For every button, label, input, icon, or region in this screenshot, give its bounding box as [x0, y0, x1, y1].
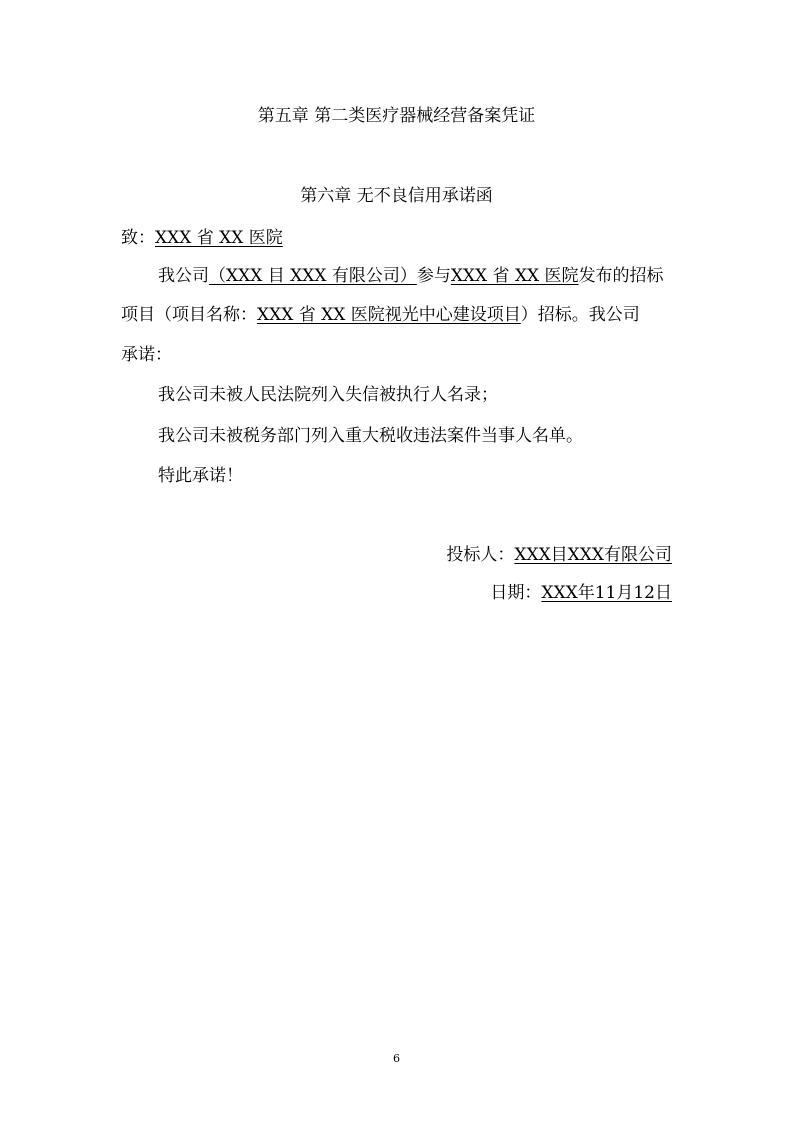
chapter6-title: 第六章 无不良信用承诺函: [300, 186, 493, 206]
text-segment: 参与: [416, 266, 451, 286]
salutation-prefix: 致：: [121, 228, 155, 248]
salutation: [121, 226, 283, 250]
chapter5-title: 第五章 第二类医疗器械经营备案凭证: [257, 106, 536, 126]
paragraph1-line2: [121, 303, 640, 327]
date-line: [490, 581, 672, 605]
text-segment: ）招标。我公司: [520, 305, 640, 325]
project-name: XXX 省 XX 医院视光中心建设项目: [257, 305, 521, 325]
recipient-name: XXX 省 XX 医院: [155, 228, 283, 248]
page-number: 6: [393, 1052, 400, 1065]
paragraph1-line3: 承诺：: [121, 345, 172, 365]
text-segment: 我公司: [158, 266, 209, 286]
text-segment: 项目（项目名称：: [121, 305, 257, 325]
company-name: （XXX 目 XXX 有限公司）: [209, 266, 417, 286]
date-label: 日期：: [490, 583, 542, 603]
commitment-item: 我公司未被税务部门列入重大税收违法案件当事人名单。: [158, 426, 583, 446]
hospital-name: XXX 省 XX 医院: [450, 266, 579, 286]
bidder-line: [446, 543, 672, 567]
bidder-label: 投标人：: [446, 545, 515, 565]
text-segment: 发布的招标: [578, 266, 664, 286]
closing-statement: 特此承诺！: [158, 466, 243, 486]
paragraph1-line1: [158, 264, 664, 288]
commitment-item: 我公司未被人民法院列入失信被执行人名录；: [158, 385, 498, 405]
bidder-value: XXX目XXX有限公司: [514, 545, 672, 565]
date-value: XXX年11月12日: [541, 583, 672, 603]
